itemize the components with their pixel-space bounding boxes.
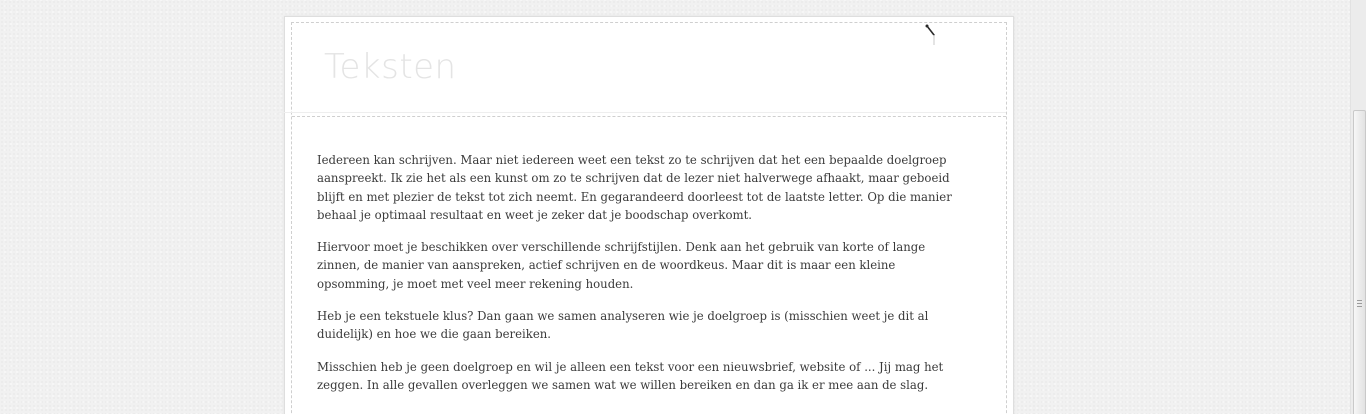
article-content — [317, 151, 965, 408]
scrollbar-thumb[interactable] — [1353, 110, 1366, 414]
header-divider — [278, 112, 1006, 113]
paragraph: Iedereen kan schrijven. Maar niet iedereen weet een tekst zo te schrijven dat het een bepaalde doelgroep aanspreekt. Ik zie het als een kunst om zo te schrijven dat de lezer niet halverwege afhaakt, maar geboeid blijft en met plezier de tekst tot zich neemt. En gegarandeerd doorleest tot de laatste letter. Op die manier behaal je optimaal resultaat en weet je zeker dat je boodschap overkomt. — [317, 153, 952, 222]
page-title: Teksten — [324, 47, 457, 87]
paragraph: Heb je een tekstuele klus? Dan gaan we samen analyseren wie je doelgroep is (misschien weet je dit al duidelijk) en hoe we die gaan bereiken. — [317, 309, 929, 342]
vertical-scrollbar[interactable] — [1350, 0, 1366, 414]
content-card — [284, 16, 1014, 414]
paragraph: Misschien heb je geen doelgroep en wil je alleen een tekst voor een nieuwsbrief, website of ... Jij mag het zeggen. In alle gevallen overleggen we samen wat we willen bereiken en dan ga ik er mee aan de slag. — [317, 359, 944, 392]
scrollbar-grip-icon — [1357, 300, 1362, 307]
page-header — [292, 23, 1006, 117]
paragraph: Hiervoor moet je beschikken over verschillende schrijfstijlen. Denk aan het gebruik van korte of lange zinnen, de manier van aanspreken, actief schrijven en de woordkeus. Maar dit is maar een kleine opsomming, je moet met veel meer rekening houden. — [317, 240, 926, 291]
